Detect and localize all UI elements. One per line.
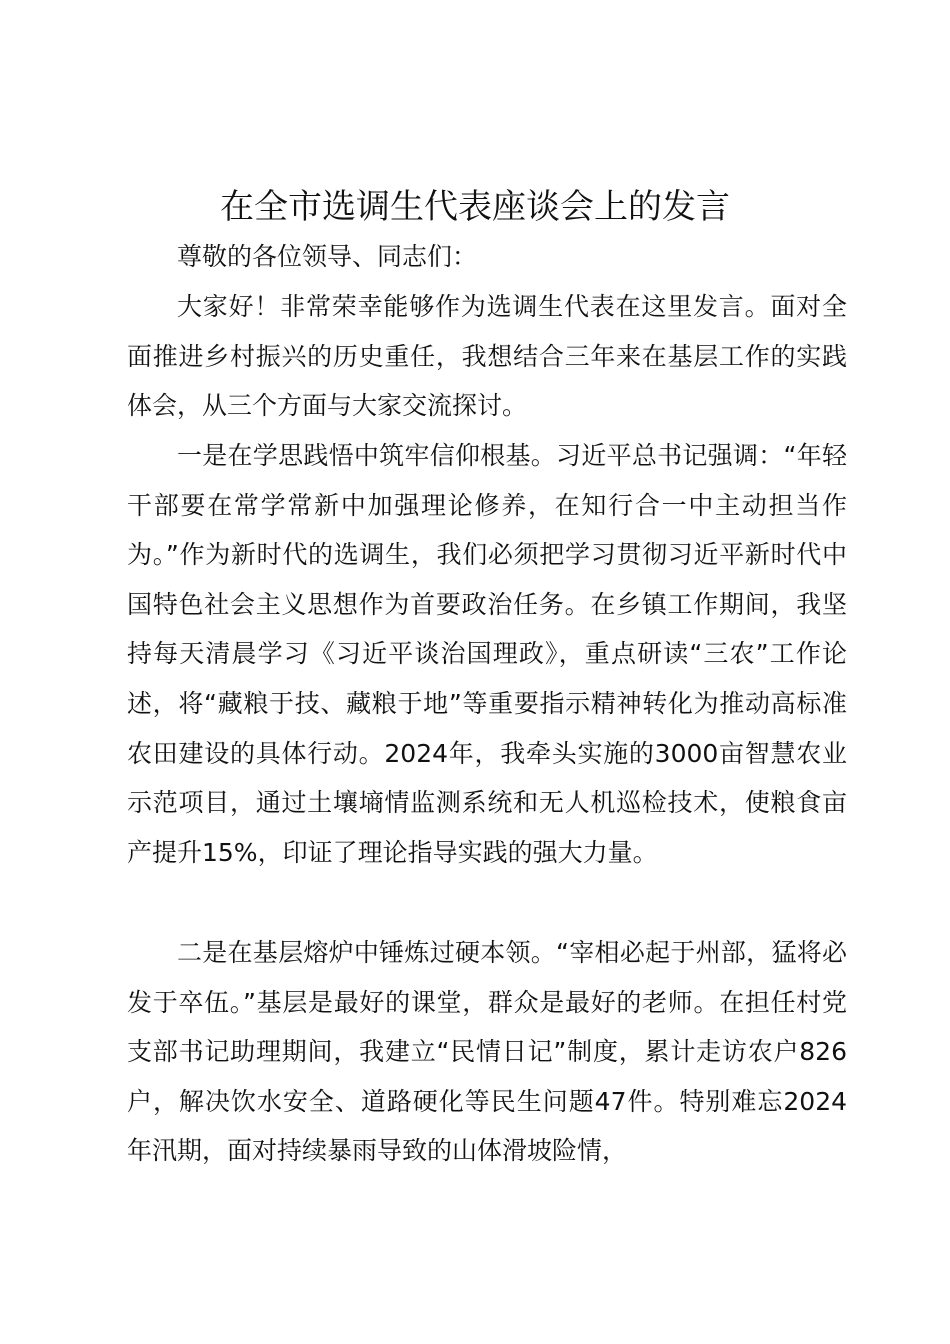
salutation: 尊敬的各位领导、同志们： bbox=[177, 242, 478, 271]
paragraph-intro: 大家好！非常荣幸能够作为选调生代表在这里发言。面对全面推进乡村振兴的历史重任，我想结合三年来在基层工作的实践体会，从三个方面与大家交流探讨。 bbox=[127, 292, 847, 421]
paragraph-point-one: 一是在学思践悟中筑牢信仰根基。习近平总书记强调：“年轻干部要在常学常新中加强理论修养，在知行合一中主动担当作为。”作为新时代的选调生，我们必须把学习贯彻习近平新时代中国特色社会主义思想作为首要政治任务。在乡镇工作期间，我坚持每天清晨学习《习近平谈治国理政》，重点研读“三农”工作论述，将“藏粮于技、藏粮于地”等重要指示精神转化为推动高标准农田建设的具体行动。2024年，我牵头实施的3000亩智慧农业示范项目，通过土壤墒情监测系统和无人机巡检技术，使粮食亩产提升15%，印证了理论指导实践的强大力量。 bbox=[127, 441, 847, 867]
document-title: 在全市选调生代表座谈会上的发言 bbox=[220, 187, 730, 227]
paragraph-point-two: 二是在基层熔炉中锤炼过硬本领。“宰相必起于州部，猛将必发于卒伍。”基层是最好的课堂，群众是最好的老师。在担任村党支部书记助理期间，我建立“民情日记”制度，累计走访农户826户，解决饮水安全、道路硬化等民生问题47件。特别难忘2024年汛期，面对持续暴雨导致的山体滑坡险情， bbox=[127, 938, 847, 1166]
